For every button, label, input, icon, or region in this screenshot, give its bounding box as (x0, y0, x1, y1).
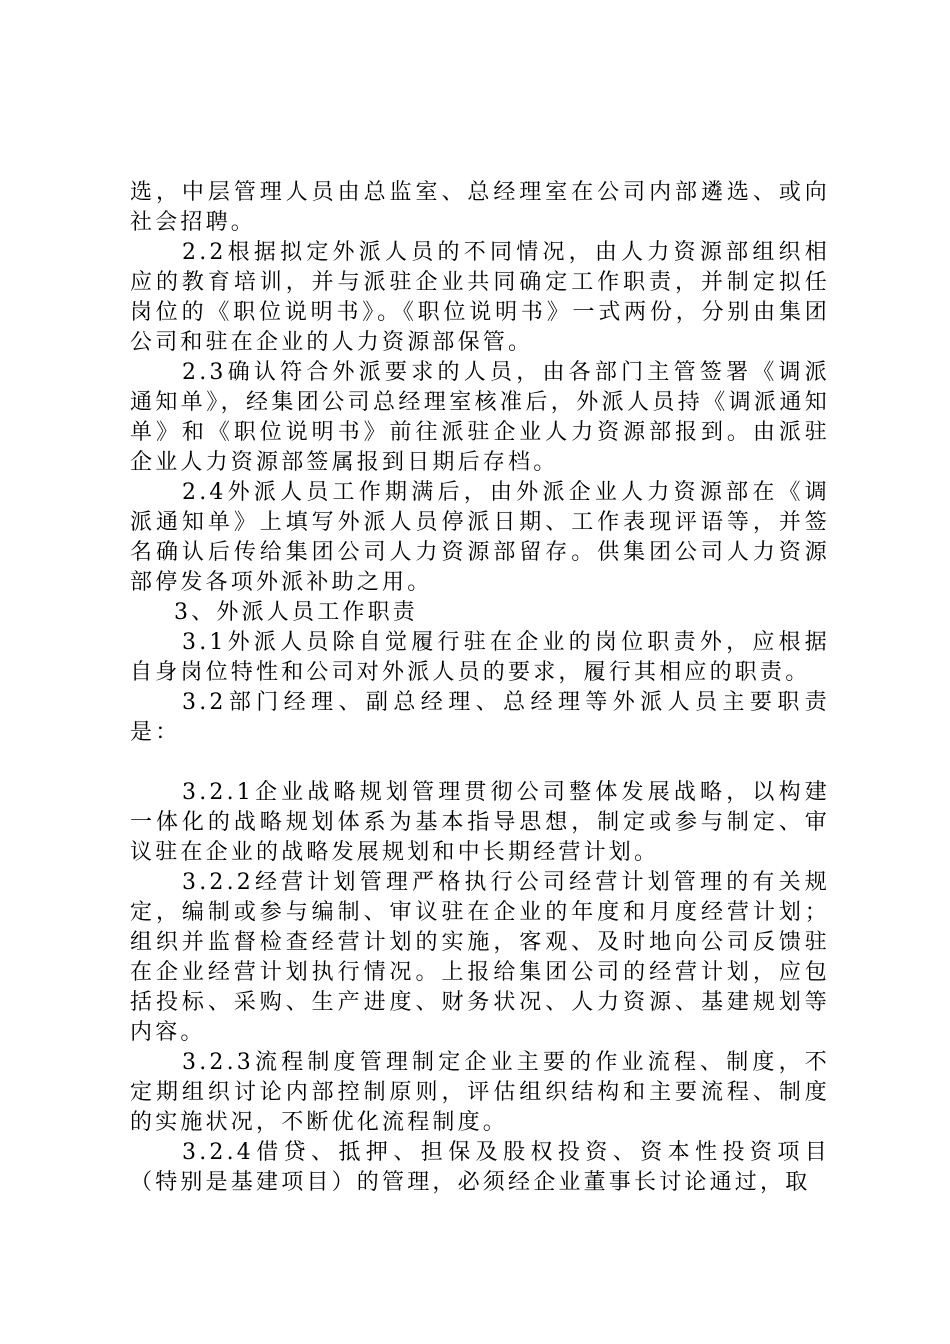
paragraph-2-3: 2.3确认符合外派要求的人员，由各部门主管签署《调派通知单》，经集团公司总经理室核准后，外派人员持《调派通知单》和《职位说明书》前往派驻企业人力资源部报到。由派驻企业人力资源部签属报到日期后存档。 (130, 360, 830, 475)
paragraph-3-2-2: 3.2.2经营计划管理严格执行公司经营计划管理的有关规定，编制或参与编制、审议驻在企业的年度和月度经营计划；组织并监督检查经营计划的实施，客观、及时地向公司反馈驻在企业经营计划执行情况。上报给集团公司的经营计划，应包括投标、采购、生产进度、财务状况、人力资源、基建规划等内容。 (130, 870, 830, 1045)
paragraph-3-2: 3.2部门经理、副总经理、总经理等外派人员主要职责是： (130, 690, 830, 745)
section-heading-3: 3、外派人员工作职责 (174, 600, 418, 625)
blank-line (130, 748, 830, 778)
paragraph-3-2-1: 3.2.1企业战略规划管理贯彻公司整体发展战略，以构建一体化的战略规划体系为基本指导思想，制定或参与制定、审议驻在企业的战略发展规划和中长期经营计划。 (130, 780, 830, 865)
paragraph-3-2-4: 3.2.4借贷、抵押、担保及股权投资、资本性投资项目（特别是基建项目）的管理，必须经企业董事长讨论通过，取 (130, 1140, 830, 1195)
paragraph-3-2-3: 3.2.3流程制度管理制定企业主要的作业流程、制度，不定期组织讨论内部控制原则，评估组织结构和主要流程、制度的实施状况，不断优化流程制度。 (130, 1050, 830, 1135)
paragraph-2-4: 2.4外派人员工作期满后，由外派企业人力资源部在《调派通知单》上填写外派人员停派日期、工作表现评语等，并签名确认后传给集团公司人力资源部留存。供集团公司人力资源部停发各项外派补助之用。 (130, 480, 830, 595)
paragraph-3-1: 3.1外派人员除自觉履行驻在企业的岗位职责外，应根据自身岗位特性和公司对外派人员的要求，履行其相应的职责。 (130, 630, 830, 685)
paragraph-1: 选，中层管理人员由总监室、总经理室在公司内部遴选、或向社会招聘。 (130, 180, 830, 235)
paragraph-2-2: 2.2根据拟定外派人员的不同情况，由人力资源部组织相应的教育培训，并与派驻企业共同确定工作职责，并制定拟任岗位的《职位说明书》。《职位说明书》一式两份，分别由集团公司和驻在企业的人力资源部保管。 (130, 240, 830, 355)
document-page (130, 178, 830, 1198)
